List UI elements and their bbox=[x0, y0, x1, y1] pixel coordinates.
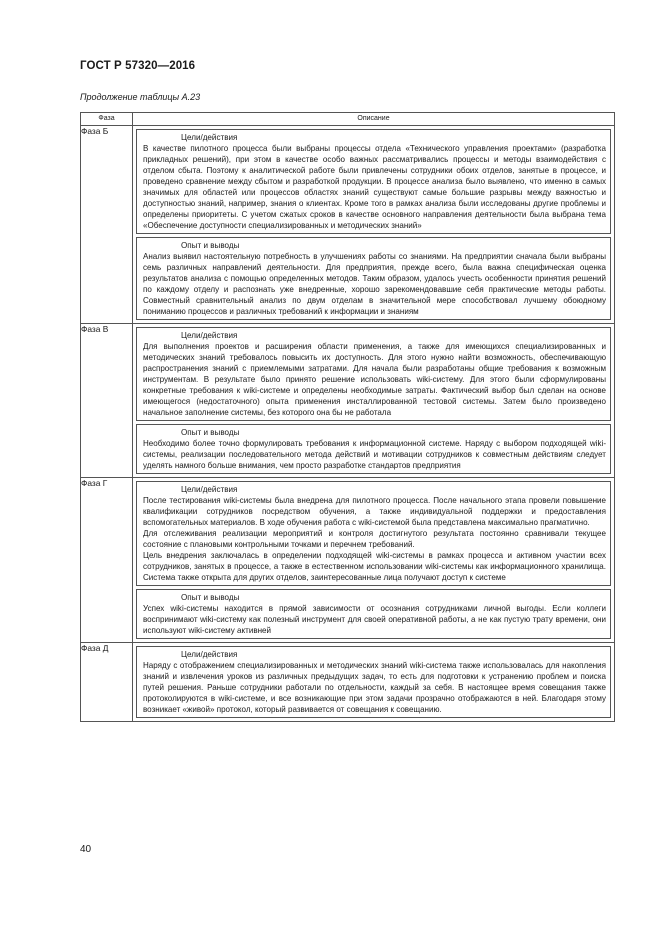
experience-conclusions-block bbox=[136, 589, 611, 639]
description-cell bbox=[133, 643, 615, 722]
block-label: Цели/действия bbox=[181, 485, 238, 494]
goals-actions-block bbox=[136, 129, 611, 234]
block-text: После тестирования wiki-системы была внедрена для пилотного процесса. После начального этапа провели повышение квалификации сотрудников посредством обучения, а также индивидуальной поддержки и предоставления вспомогательных материалов. В ходе обучения работа с wiki-системой была представлена максимально прагматично. bbox=[143, 496, 606, 527]
phase-cell: Фаза Д bbox=[81, 643, 133, 722]
block-label: Опыт и выводы bbox=[181, 428, 240, 437]
phase-cell: Фаза Г bbox=[81, 478, 133, 643]
block-label: Цели/действия bbox=[181, 133, 238, 142]
description-cell bbox=[133, 126, 615, 324]
block-text: Для отслеживания реализации мероприятий и контроля достигнутого результата постоянно сравнивали текущее состояние с плановыми контрольными точками и перечнем требований. bbox=[143, 529, 606, 549]
table-row bbox=[81, 324, 615, 478]
column-header-phase: Фаза bbox=[81, 113, 133, 126]
page-number: 40 bbox=[80, 844, 92, 855]
table-row bbox=[81, 126, 615, 324]
block-label: Цели/действия bbox=[181, 331, 238, 340]
goals-actions-block bbox=[136, 646, 611, 718]
block-text: Анализ выявил настоятельную потребность в улучшениях работы со знаниями. На предприятии сначала были выбраны семь различных направлений деятельности. Для предприятия, прежде всего, была важна специфическая оценка результатов анализа с помощью определенных методов. Таким образом, удалось учесть особенности принятия решений по каждому отделу и распознать уже внедренные, хорошо зарекомендовавшие себя практические методы работы. Совместный сравнительный анализ по двум отделам в значительной мере способствовал лучшему обоюдному пониманию процессов и различных требований к информации и знаниям bbox=[143, 252, 606, 316]
description-cell bbox=[133, 478, 615, 643]
block-label: Опыт и выводы bbox=[181, 593, 240, 602]
block-text: Цель внедрения заключалась в определении подходящей wiki-системы в рамках процесса и активном участии всех сотрудников, занятых в процессе, а также в естественном использовании wiki-системы как информационного хранилища. Система также открыта для других отделов, заинтересованные лица получают доступ к системе bbox=[143, 551, 606, 582]
experience-conclusions-block bbox=[136, 237, 611, 320]
table-row bbox=[81, 643, 615, 722]
phases-table bbox=[80, 112, 615, 722]
goals-actions-block bbox=[136, 327, 611, 421]
block-text: В качестве пилотного процесса были выбраны процессы отдела «Технического управления проектами» (разработка прикладных решений), при этом в качестве особо важных рассматривались процессы и методы взаимодействия с отделом сбыта. Поэтому к аналитической работе были привлечены сотрудники обоих отделов, занятые в процессе, и проведено сравнение между сбытом и разработкой продукции. В процессе анализа было выявлено, что именно в самых значимых для областей или процессов областях знаний существуют самые большие разрывы между важностью и доступностью знаний, например, знания о клиентах. Кроме того в рамках анализа были исследованы другие проблемы и определены приоритеты. С учетом сжатых сроков в качестве основного направления деятельности была выбрана тема «Обеспечение доступности специализированных и методических знаний» bbox=[143, 144, 606, 230]
block-text: Успех wiki-системы находится в прямой зависимости от осознания сотрудниками личной выгоды. Если коллеги воспринимают wiki-систему как полезный инструмент для своей оперативной работы, а не как пустую трату времени, они используют wiki-систему активней bbox=[143, 604, 606, 635]
table-caption: Продолжение таблицы А.23 bbox=[80, 92, 201, 102]
table-row bbox=[81, 478, 615, 643]
block-text: Наряду с отображением специализированных и методических знаний wiki-система также использовалась для накопления знаний и извлечения уроков из различных предыдущих задач, то есть для подготовки к устранению проблем и поиска путей решения. Раньше сотрудники работали по отдельности, каждый за себя. В настоящее время совещания также протоколируются в wiki-системе, и все возникающие при этом задачи прозрачно отображаются в ней. Благодаря этому возникает «живой» протокол, который развивается от совещания к совещанию. bbox=[143, 661, 606, 714]
phase-cell: Фаза Б bbox=[81, 126, 133, 324]
goals-actions-block bbox=[136, 481, 611, 586]
table-header-row bbox=[81, 113, 615, 126]
block-label: Опыт и выводы bbox=[181, 241, 240, 250]
experience-conclusions-block bbox=[136, 424, 611, 474]
block-text: Необходимо более точно формулировать требования к информационной системе. Наряду с выбором подходящей wiki-системы, реализации последовательного метода действий и мотивации сотрудников к совместным действиям следует уделять намного больше внимания, чем просто разработке стандартов предприятия bbox=[143, 439, 606, 470]
description-cell bbox=[133, 324, 615, 478]
phase-cell: Фаза В bbox=[81, 324, 133, 478]
document-header: ГОСТ Р 57320—2016 bbox=[80, 60, 196, 72]
block-label: Цели/действия bbox=[181, 650, 238, 659]
block-text: Для выполнения проектов и расширения области применения, а также для имеющихся специализированных и методических знаний требовалось повысить их доступность. Для этого нужно найти возможность, обеспечивающую распространения знаний с приемлемыми затратами. Для начала были разработаны общие требования к возможным инструментам. В результате было принято решение использовать wiki-систему. Для этого были сформулированы конкретные требования к wiki-системе и определены необходимые затраты. Фактический выбор был сделан на основе имеющегося (недостаточного) опыта применения инсталлированной тестовой системы. Затем было произведено начальное заполнение системы, без которого она бы не работала bbox=[143, 342, 606, 417]
column-header-description: Описание bbox=[133, 113, 615, 126]
